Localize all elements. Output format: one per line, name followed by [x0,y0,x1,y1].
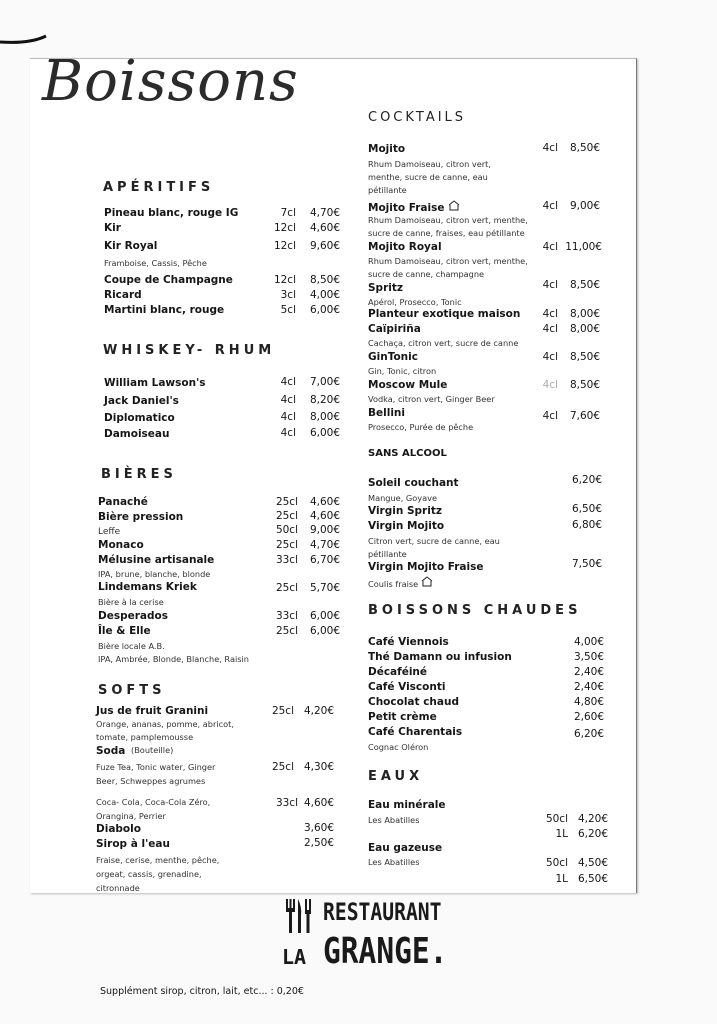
item-qty: 33cl [275,610,298,622]
item-qty: 25cl [271,705,294,717]
item-description [368,576,433,591]
item-price: 4,60€ [309,510,340,522]
item-price: 8,00€ [569,308,600,320]
item-description: Orange, ananas, pomme, abricot, [96,719,234,729]
page-title: Boissons [42,49,299,114]
item-qty: 4cl [542,379,558,391]
section-heading-aperitifs: APÉRITIFS [103,180,215,195]
item-price: 6,80€ [571,519,602,531]
item-description: Rhum Damoiseau, citron vert, menthe, [368,215,528,225]
section-heading-sans-alcool: SANS ALCOOL [368,448,447,459]
list-item: GinTonic [368,351,418,363]
list-item: Café Visconti [368,681,446,693]
item-price: 9,00€ [569,200,600,212]
item-qty: 4cl [280,411,296,423]
list-item: Jack Daniel's [104,395,179,407]
item-price: 4,60€ [303,797,334,809]
item-price: 8,50€ [569,279,600,291]
item-price: 6,50€ [577,873,608,885]
list-item: Panaché [98,496,148,508]
homemade-icon [421,579,433,589]
item-description: sucre de canne, fraises, eau pétillante [368,228,525,238]
item-price: 4,30€ [303,761,334,773]
item-description: tomate, pamplemousse [96,732,194,742]
item-price: 2,50€ [303,837,334,849]
item-qty: 4cl [542,351,558,363]
list-item: Martini blanc, rouge [104,304,225,316]
list-item: Coupe de Champagne [104,274,233,286]
list-item: Café Charentais [368,726,463,738]
item-price: 8,50€ [569,379,600,391]
list-item: Planteur exotique maison [368,308,521,320]
item-description: orgeat, cassis, grenadine, [96,869,202,879]
item-description: Rhum Damoiseau, citron vert, menthe, [368,256,528,266]
item-qty: 12cl [273,240,296,252]
item-price: 7,00€ [309,376,340,388]
item-price: 6,00€ [309,304,340,316]
list-item: Eau minérale [368,799,446,811]
item-description: pétillante [368,185,407,195]
item-qty: 4cl [542,200,558,212]
item-qty: 12cl [273,222,296,234]
item-price: 5,70€ [309,582,340,594]
list-item: Bellini [368,407,405,419]
homemade-icon [448,200,460,214]
list-item: Mojito Royal [368,241,442,253]
item-qty: 4cl [280,427,296,439]
item-description: Mangue, Goyave [368,493,437,503]
list-item: Virgin Mojito [368,520,445,532]
item-qty: 25cl [275,582,298,594]
item-price: 11,00€ [565,241,602,253]
list-item: Bière pression [98,511,184,523]
item-price: 2,40€ [573,666,604,678]
cutlery-icon [284,899,318,933]
item-qty: 4cl [542,142,558,154]
section-heading-eaux: EAUX [368,769,424,784]
item-description: Les Abatilles [368,857,420,867]
item-description: Bière locale A.B. [98,641,165,651]
list-item: Damoiseau [104,428,170,440]
item-price: 8,00€ [309,411,340,423]
item-price: 9,00€ [309,524,340,536]
item-qty: 25cl [275,510,298,522]
item-description-text: Coulis fraise [368,579,419,589]
item-qty: 33cl [275,797,298,809]
item-description: IPA, Ambrée, Blonde, Blanche, Raisin [98,654,249,664]
item-description: Rhum Damoiseau, citron vert, [368,159,491,169]
item-price: 2,40€ [573,681,604,693]
item-description: IPA, brune, blanche, blonde [98,569,211,579]
section-heading-cocktails: COCKTAILS [368,110,467,125]
footer-note: Supplément sirop, citron, lait, etc... : 0,20€ [100,986,304,997]
item-qty: 7cl [280,207,296,219]
item-note: (Bouteille) [131,745,174,755]
list-item: Soleil couchant [368,477,459,489]
item-price: 6,70€ [309,554,340,566]
item-price: 8,00€ [569,323,600,335]
pen-stroke-decoration [0,30,60,50]
item-qty: 50cl [545,813,568,825]
item-price: 8,50€ [309,274,340,286]
item-price: 2,60€ [573,711,604,723]
item-description: Vodka, citron vert, Ginger Beer [368,394,495,404]
item-description: Prosecco, Purée de pêche [368,422,474,432]
item-price: 4,20€ [577,813,608,825]
list-item: Caïpiriña [368,323,421,335]
list-item: Décaféiné [368,666,428,678]
list-item: Spritz [368,282,403,294]
list-item: Leffe [98,527,121,537]
item-qty: 4cl [542,308,558,320]
logo-line-grange: GRANGE. [323,931,448,972]
item-price: 6,00€ [309,625,340,637]
item-qty: 4cl [542,410,558,422]
item-price: 9,60€ [309,240,340,252]
item-price: 4,20€ [303,705,334,717]
item-description: citronnade [96,883,140,893]
item-price: 8,50€ [569,142,600,154]
item-qty: 4cl [280,394,296,406]
list-item: Petit crème [368,711,437,723]
list-item: Sirop à l'eau [96,838,170,850]
item-price: 8,50€ [569,351,600,363]
list-item: Desperados [98,610,168,622]
item-price: 4,50€ [577,857,608,869]
list-item: Eau gazeuse [368,842,443,854]
item-description: Apérol, Prosecco, Tonic [368,297,462,307]
item-description: pétillante [368,549,407,559]
list-item: Ricard [104,289,142,301]
logo-line-la: LA [282,945,307,969]
item-description: Cognac Oléron [368,742,429,752]
item-price: 3,50€ [573,651,604,663]
item-price: 4,60€ [309,496,340,508]
item-qty: 50cl [545,857,568,869]
item-description: Beer, Schweppes agrumes [96,776,206,786]
item-name: Mojito Fraise [368,202,445,214]
item-qty: 12cl [273,274,296,286]
list-item: Mojito [368,143,406,155]
list-item: Diabolo [96,823,141,835]
list-item [368,200,460,214]
item-price: 6,00€ [309,427,340,439]
item-price: 7,60€ [569,410,600,422]
list-item: William Lawson's [104,377,206,389]
list-item: Diplomatico [104,412,175,424]
list-item: Kir [104,222,121,234]
item-price: 6,20€ [573,728,604,740]
item-price: 6,00€ [309,610,340,622]
section-heading-softs: SOFTS [98,683,166,698]
list-item: Thé Damann ou infusion [368,651,512,663]
item-price: 4,00€ [573,636,604,648]
item-description: Coca- Cola, Coca-Cola Zéro, [96,797,211,807]
section-heading-whiskey: WHISKEY- RHUM [103,343,276,358]
item-price: 7,50€ [571,558,602,570]
list-item: Lindemans Kriek [98,581,197,593]
list-item: Mélusine artisanale [98,554,215,566]
list-item: Île & Elle [98,625,151,637]
item-qty: 5cl [280,304,296,316]
item-qty: 33cl [275,554,298,566]
item-price: 6,20€ [577,828,608,840]
list-item: Jus de fruit Granini [96,705,209,717]
item-description: Citron vert, sucre de canne, eau [368,536,500,546]
item-price: 4,60€ [309,222,340,234]
item-description: Bière à la cerise [98,597,164,607]
item-description: Fraise, cerise, menthe, pêche, [96,855,220,865]
list-item: Café Viennois [368,636,449,648]
item-description: Fuze Tea, Tonic water, Ginger [96,762,216,772]
item-qty: 25cl [271,761,294,773]
item-price: 3,60€ [303,822,334,834]
list-item: Chocolat chaud [368,696,459,708]
item-description: Cachaça, citron vert, sucre de canne [368,338,519,348]
item-qty: 50cl [275,524,298,536]
list-item: Virgin Mojito Fraise [368,561,484,573]
list-item: Monaco [98,539,144,551]
item-price: 6,50€ [571,503,602,515]
section-heading-boissons-chaudes: BOISSONS CHAUDES [368,603,582,618]
item-description: menthe, sucre de canne, eau [368,172,488,182]
item-qty: 4cl [542,279,558,291]
item-qty: 3cl [280,289,296,301]
item-description: Framboise, Cassis, Pêche [104,258,207,268]
item-description: Orangina, Perrier [96,811,166,821]
item-qty: 25cl [275,496,298,508]
item-price: 4,70€ [309,207,340,219]
item-description: Gin, Tonic, citron [368,366,437,376]
item-qty: 1L [555,828,568,840]
item-qty: 4cl [542,241,558,253]
list-item: Virgin Spritz [368,505,442,517]
item-price: 6,20€ [571,474,602,486]
item-description: Les Abatilles [368,815,420,825]
section-heading-bieres: BIÈRES [101,467,177,482]
item-qty: 25cl [275,539,298,551]
item-qty: 4cl [542,323,558,335]
list-item: Moscow Mule [368,379,448,391]
item-price: 4,00€ [309,289,340,301]
item-qty: 4cl [280,376,296,388]
item-description: sucre de canne, champagne [368,269,485,279]
logo-line-restaurant: RESTAURANT [323,898,442,926]
list-item: Kir Royal [104,240,158,252]
item-qty: 25cl [275,625,298,637]
item-price: 8,20€ [309,394,340,406]
list-item: Soda [96,745,126,757]
item-qty: 1L [555,873,568,885]
item-price: 4,70€ [309,539,340,551]
list-item: Pineau blanc, rouge IG [104,207,239,219]
item-price: 4,80€ [573,696,604,708]
